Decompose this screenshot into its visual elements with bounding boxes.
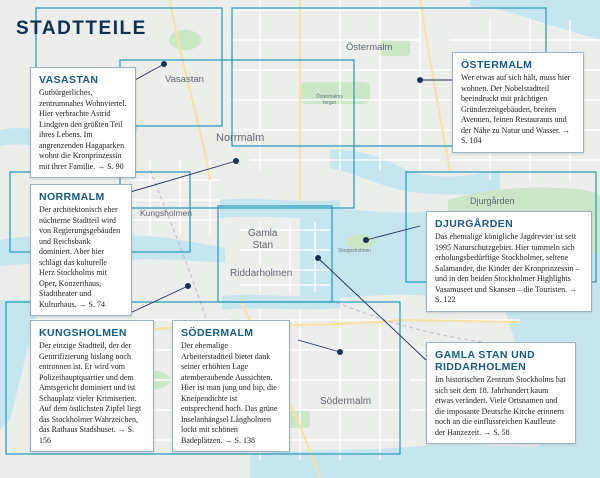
marker-sodermalm: [337, 349, 343, 355]
card-text: Gutbürgerliches, zentrumnahes Wohnviertel. Hier verbrachte Astrid Lindgren den größten Teil ihres Lebens. Im angrenzenden Hagaparken wohnt die Kronprinzessin mit ihrer Familie. → S. 90: [39, 88, 127, 171]
card-vasastan: [30, 67, 136, 178]
card-text: Der einzige Stadtteil, der der Gentrifizierung bislang noch entronnen ist. Er wird vom Polizeihauptquartier und dem Amtsgericht dominiert und ist Schauplatz vieler Krimiserien. Auf dem östlichsten Zipfel liegt das Stockholmer Wahrzeichen, das Rathaus Stadshuset. → S. 156: [39, 341, 142, 445]
card-kungsholmen: [30, 320, 154, 452]
card-gamla-stan: [426, 342, 576, 444]
card-title: NORRMALM: [39, 191, 105, 203]
marker-norrmalm: [233, 158, 239, 164]
district-label-djurgarden: Djurgården: [470, 196, 515, 206]
district-label-ostermalm: Östermalm: [346, 42, 393, 53]
district-label-gamla-stan: Gamla Stan: [248, 228, 278, 251]
marker-kungsholmen: [185, 283, 191, 289]
card-text: Im historischen Zentrum Stockholms hat sich seit dem 18. Jahrhundert kaum etwas verändert. Viele Ortsnamen und die imposante Deutsche Kirche erinnern noch an die einflussreichen Kaufleute der Hanzezeit. → S. 58: [435, 375, 566, 437]
card-title: KUNGSHOLMEN: [39, 327, 127, 339]
card-title: VASASTAN: [39, 74, 99, 86]
card-text: Der architektonisch eher nüchterne Stadtteil wird von Regierungsgebäuden und Reichsbank dominiert. Aber hier schlägt das kulturelle Herz Stockholms mit Oper, Konzerthaus, Stadttheater und Kulturhaus. → S. 74: [39, 205, 121, 309]
district-label-riddarholmen: Riddarholmen: [230, 268, 293, 279]
district-label-sodermalm: Södermalm: [320, 396, 372, 407]
place-label-ostermalmstorg: Östermalms torget: [316, 94, 343, 106]
card-title: SÖDERMALM: [181, 327, 254, 339]
card-title: GAMLA STAN UND RIDDARHOLMEN: [435, 349, 536, 373]
card-djurgarden: [426, 211, 592, 312]
card-text: Wer etwas auf sich hält, muss hier wohnen. Der Nobelstadtteil beeindruckt mit prächtigen Gründerzeitgebäuden, breiten Avenuen, feinen Restaurants und der Nähe zu Natur und Wasser. → S. 104: [461, 73, 571, 145]
place-label-skeppsholmen: Skeppsholmen: [338, 248, 372, 254]
marker-djurgarden: [363, 237, 369, 243]
card-ostermalm: [452, 52, 584, 153]
marker-gamla-stan: [315, 255, 321, 261]
district-label-norrmalm: Norrmalm: [216, 132, 265, 144]
page-title: STADTTEILE: [16, 18, 147, 39]
card-sodermalm: [172, 320, 290, 452]
district-label-vasastan: Vasastan: [165, 74, 204, 85]
marker-ostermalm: [417, 77, 423, 83]
district-label-kungsholmen: Kungsholmen: [140, 208, 192, 218]
card-text: Der ehemalige Arbeiterstadtteil bietet dank seiner erhöhten Lage atemberaubende Aussichten. Hier ist man jung und hip, die Kneipendichte ist entsprechend hoch. Das grüne Inselanhängsel Långholmen lockt mit schönen Badeplätzen. → S. 138: [181, 341, 278, 445]
marker-vasastan: [161, 61, 167, 67]
card-text: Das ehemalige königliche Jagdrevier ist seit 1995 Naturschutzgebiet. Hier tummeln sich erholungsbedürftige Stockholmer, seltene Salamander, die Kinder der Kronprinzessin – und in den beiden Stockholmer Highlights Vasamuseet und Skansen – die Touristen. → S. 122: [435, 232, 580, 304]
card-norrmalm: [30, 184, 132, 316]
card-title: ÖSTERMALM: [461, 59, 533, 71]
card-title: DJURGÅRDEN: [435, 218, 514, 230]
